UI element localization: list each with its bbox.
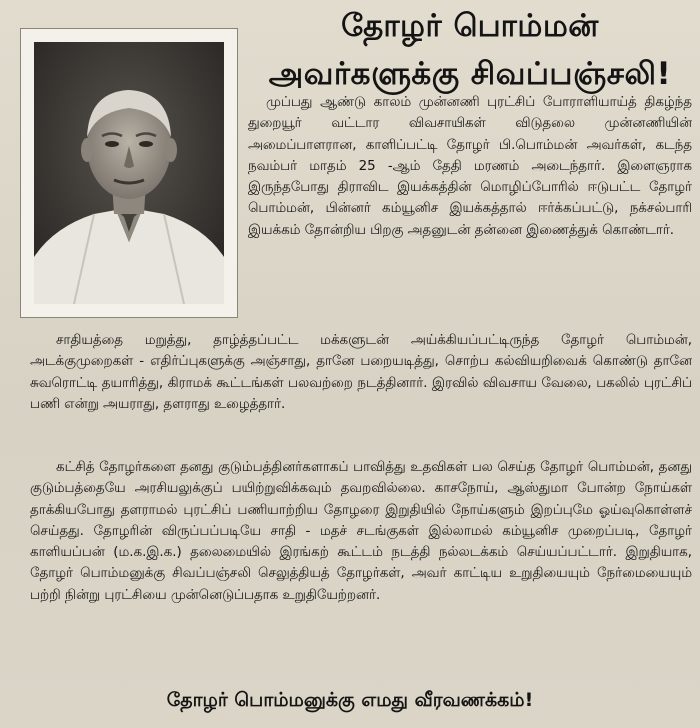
portrait-image	[34, 42, 224, 304]
portrait-photo-frame	[20, 28, 238, 318]
portrait-photo	[34, 42, 224, 304]
headline-line-1: தோழர் பொம்மன்	[341, 8, 599, 44]
paragraph-2: சாதியத்தை மறுத்து, தாழ்த்தப்பட்ட மக்களுடன் அய்க்கியப்பட்டிருந்த தோழர் பொம்மன், அடக்குமுறைகள் - எதிர்ப்புகளுக்கு அஞ்சாது, தானே பறையடித்து, சொற்ப கல்வியறிவைக் கொண்டு தானே சுவரொட்டி தயாரித்து, கிராமக் கூட்டங்கள் பலவற்றை நடத்தினார். இரவில் விவசாய வேலை, பகலில் புரட்சிப் பணி என்று அயராது, தளராது உழைத்தார்.	[30, 333, 692, 412]
paragraph-3: கட்சித் தோழர்களை தனது குடும்பத்தினர்களாகப் பாவித்து உதவிகள் பல செய்த தோழர் பொம்மன், தனது குடும்பத்தையே அரசியலுக்குப் பயிற்றுவிக்கவும் தவறவில்லை. காசநோய், ஆஸ்துமா போன்ற நோய்கள் தாக்கியபோது தளராமல் புரட்சிப் பணியாற்றிய தோழரை இறுதியில் நோய்களும் இறப்புமே ஓய்வுகொள்ளச் செய்தது. தோழரின் விருப்பப்படியே சாதி - மதச் சடங்குகள் இல்லாமல் கம்யூனிச முறைப்படி, தோழர் காளியப்பன் (ம.க.இ.க.) தலைமையில் இரங்கற் கூட்டம் நடத்தி நல்லடக்கம் செய்யப்பட்டார். இறுதியாக, தோழர் பொம்மனுக்கு சிவப்பஞ்சலி செலுத்தியத் தோழர்கள், அவர் காட்டிய உறுதியையும் நேர்மையையும் பற்றி நின்று புரட்சியை முன்னெடுப்பதாக உறுதியேற்றனர்.	[30, 460, 692, 603]
headline-line-2: அவர்களுக்கு சிவப்பஞ்சலி!	[268, 56, 672, 92]
closing-tribute: தோழர் பொம்மனுக்கு எமது வீரவணக்கம்!	[166, 689, 534, 711]
headline	[246, 2, 694, 98]
paragraph-1: முப்பது ஆண்டு காலம் முன்னணி புரட்சிப் போராளியாய்த் திகழ்ந்த துறையூர் வட்டார விவசாயிகள் விடுதலை முன்னணியின் அமைப்பாளரான, காளிப்பட்டி தோழர் பி.பொம்மன் அவர்கள், கடந்த நவம்பர் மாதம் 25 -ஆம் தேதி மரணம் அடைந்தார். இளைஞராக இருந்தபோது திராவிட இயக்கத்தின் மொழிப்போரில் ஈடுபட்ட தோழர் பொம்மன், பின்னர் கம்யூனிச இயக்கத்தால் ஈர்க்கப்பட்டு, நக்சல்பாரி இயக்கம் தோன்றிய பிறகு அதனுடன் தன்னை இணைத்துக் கொண்டார்.	[248, 95, 692, 238]
